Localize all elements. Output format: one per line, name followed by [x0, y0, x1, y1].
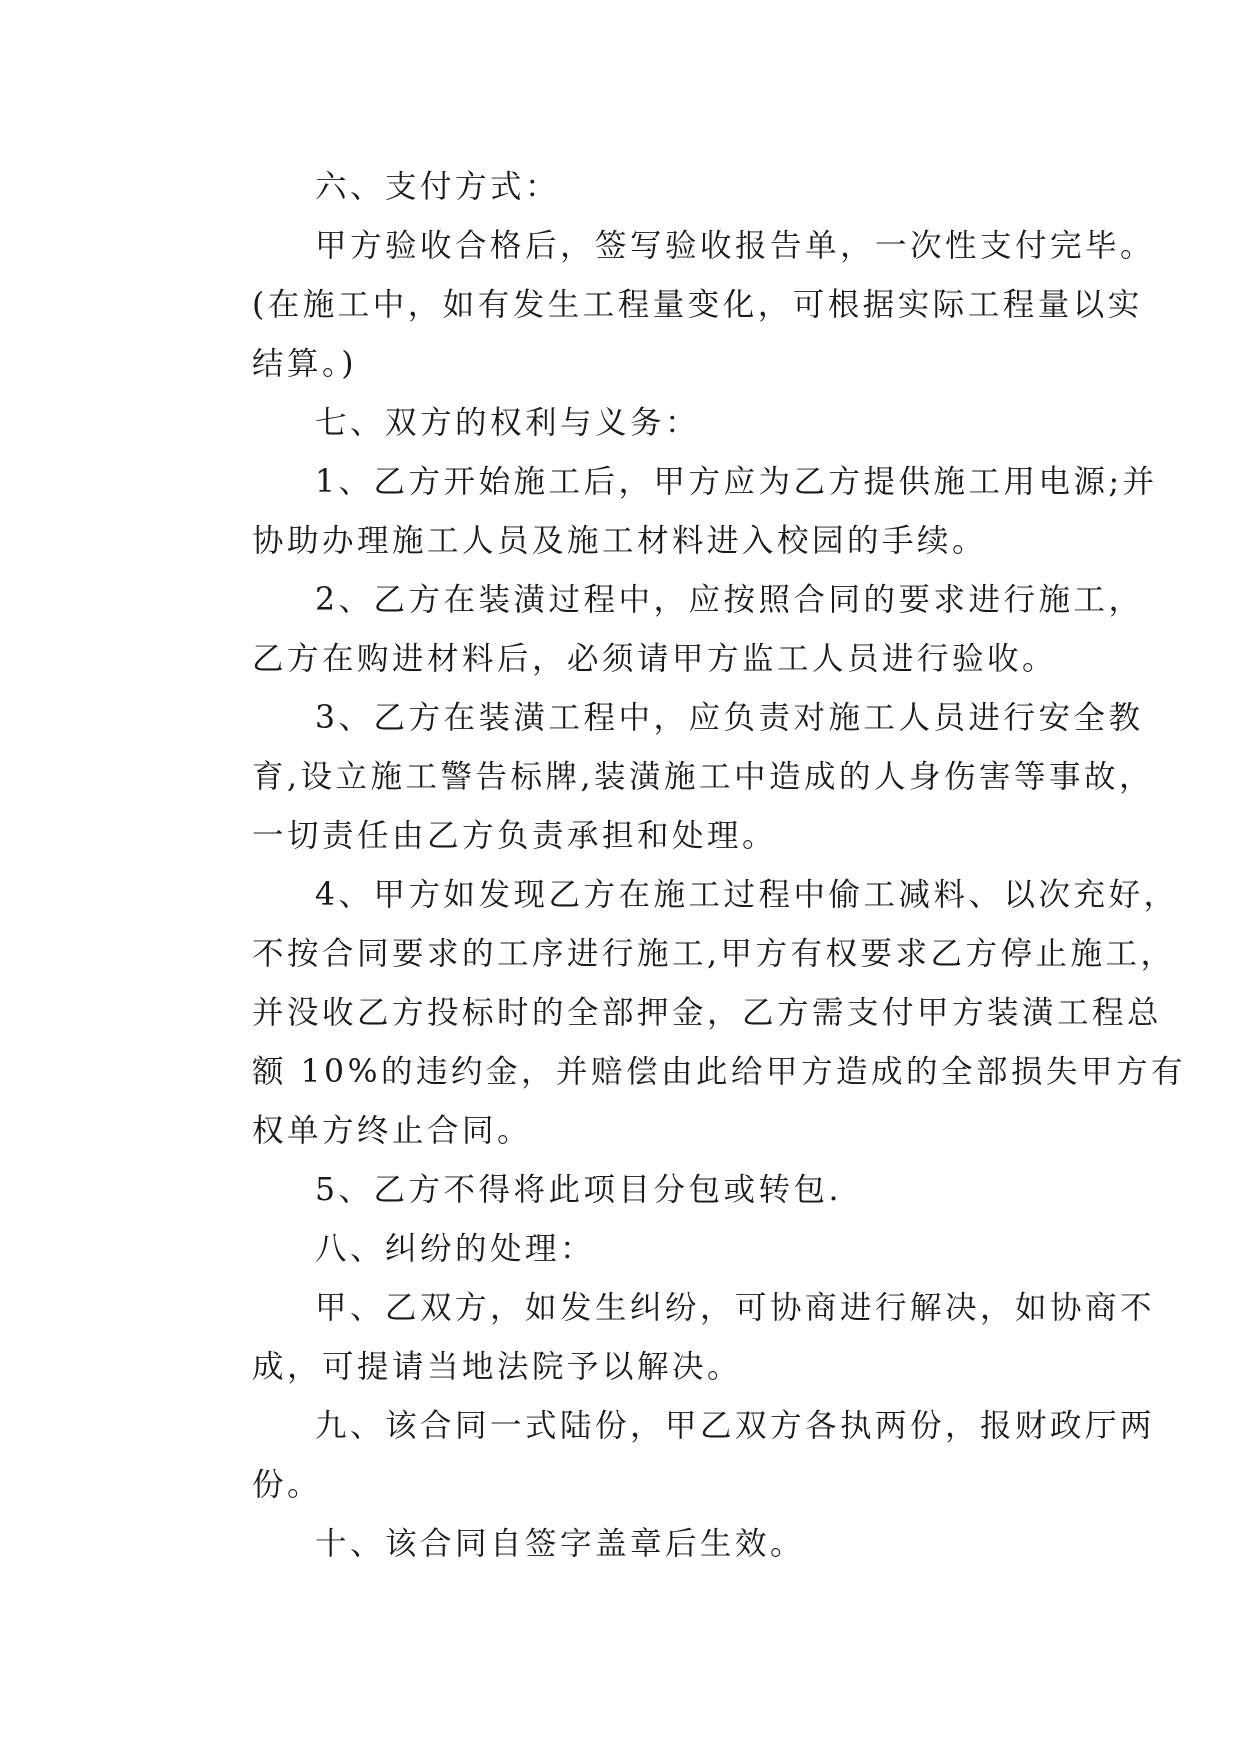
paragraph-copies — [189, 1397, 1156, 1515]
section-heading-payment — [189, 158, 1069, 217]
text-line: 成，可提请当地法院予以解决。 — [252, 1349, 743, 1385]
text-line: 协助办理施工人员及施工材料进入校园的手续。 — [252, 523, 988, 559]
text-line: 甲、乙双方，如发生纠纷，可协商进行解决，如协商不 — [315, 1290, 1156, 1326]
text-line: 并没收乙方投标时的全部押金，乙方需支付甲方装潢工程总 — [252, 995, 1163, 1031]
paragraph-rights-4 — [189, 866, 1187, 1161]
text-line: 乙方在购进材料后，必须请甲方监工人员进行验收。 — [252, 641, 1058, 677]
text-line: 1、乙方开始施工后，甲方应为乙方提供施工用电源;并 — [315, 464, 1158, 500]
text-line: 育,设立施工警告标牌,装潢施工中造成的人身伤害等事故， — [252, 759, 1155, 795]
paragraph-dispute — [189, 1279, 1156, 1397]
text-line: 九、该合同一式陆份，甲乙双方各执两份，报财政厅两 — [315, 1408, 1156, 1444]
text-line: 5、乙方不得将此项目分包或转包. — [315, 1172, 843, 1208]
text-line: 份。 — [252, 1467, 323, 1503]
text-line: 结算。) — [252, 346, 358, 382]
text-line: 额 10%的违约金，并赔偿由此给甲方造成的全部损失甲方有 — [252, 1054, 1187, 1090]
text-line: 一切责任由乙方负责承担和处理。 — [252, 818, 778, 854]
paragraph-payment — [189, 217, 1156, 394]
text-line: 3、乙方在装潢工程中，应负责对施工人员进行安全教 — [315, 700, 1144, 736]
text-line: 4、甲方如发现乙方在施工过程中偷工减料、以次充好， — [315, 877, 1179, 913]
paragraph-rights-3 — [189, 689, 1155, 866]
paragraph-rights-1 — [189, 453, 1158, 571]
text-line: 甲方验收合格后，签写验收报告单，一次性支付完毕。 — [315, 228, 1156, 264]
paragraph-rights-2 — [189, 571, 1144, 689]
text-line: 不按合同要求的工序进行施工,甲方有权要求乙方停止施工， — [252, 936, 1176, 972]
text-line: 2、乙方在装潢过程中，应按照合同的要求进行施工， — [315, 582, 1144, 618]
text-line: 七、双方的权利与义务： — [315, 405, 701, 441]
text-line: (在施工中，如有发生工程量变化，可根据实际工程量以实 — [252, 287, 1143, 323]
text-line: 十、该合同自签字盖章后生效。 — [315, 1526, 806, 1562]
text-line: 八、纠纷的处理： — [315, 1231, 596, 1267]
section-heading-dispute — [189, 1220, 1069, 1279]
document-body — [189, 158, 1187, 1574]
text-line: 权单方终止合同。 — [252, 1113, 533, 1149]
section-heading-rights — [189, 394, 1069, 453]
text-line: 六、支付方式： — [315, 169, 561, 205]
paragraph-rights-5 — [189, 1161, 1069, 1220]
paragraph-effective — [189, 1515, 1069, 1574]
